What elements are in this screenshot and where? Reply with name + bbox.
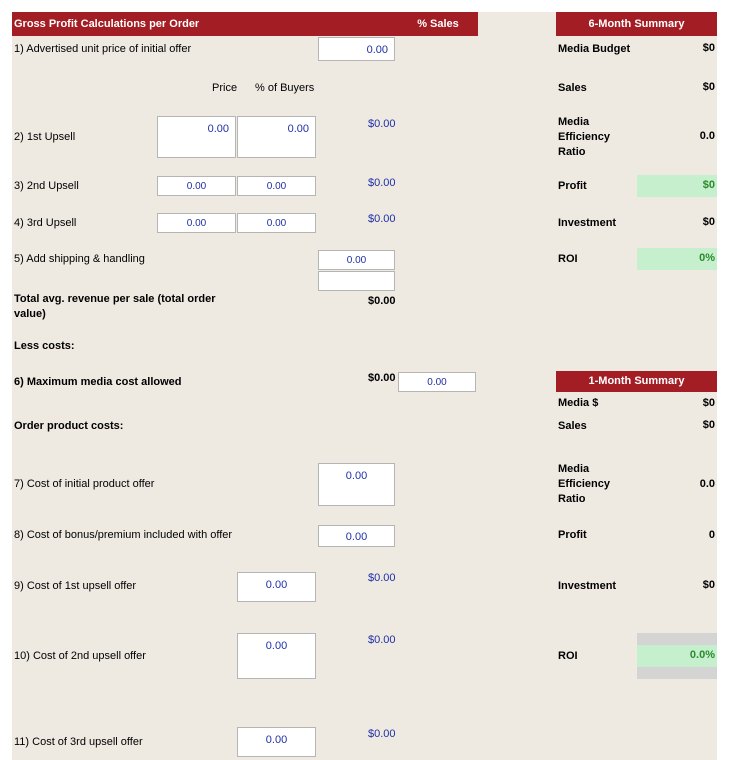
one-mer-label: Media Efficiency Ratio xyxy=(558,463,610,505)
bonus-cost-input[interactable]: 0.00 xyxy=(318,525,395,547)
row8-label: 8) Cost of bonus/premium included with offer xyxy=(14,529,233,541)
max-media-pct-input[interactable]: 0.00 xyxy=(398,372,476,392)
six-roi-label: ROI xyxy=(558,253,578,265)
upsell1-buyers-input[interactable]: 0.00 xyxy=(237,116,316,158)
shipping-input-2[interactable] xyxy=(318,271,395,291)
price-col-label: Price xyxy=(212,82,238,94)
total-revenue-value: $0.00 xyxy=(368,295,396,307)
one-investment-value: $0 xyxy=(702,579,715,591)
six-media-budget-label: Media Budget xyxy=(558,43,631,55)
row2-label: 2) 1st Upsell xyxy=(14,131,76,143)
one-mer-value: 0.0 xyxy=(699,478,715,490)
order-costs-heading: Order product costs: xyxy=(14,420,124,432)
header-title: Gross Profit Calculations per Order xyxy=(12,12,478,36)
upsell3-cost-input[interactable]: 0.00 xyxy=(237,727,316,757)
header-sales: % Sales xyxy=(417,18,459,30)
one-investment-label: Investment xyxy=(558,580,617,592)
one-sales-value: $0 xyxy=(702,419,715,431)
sales-panel xyxy=(478,12,556,760)
upsell3-price-input[interactable]: 0.00 xyxy=(157,213,236,233)
upsell2-cost-total: $0.00 xyxy=(368,634,396,646)
one-roi-label: ROI xyxy=(558,650,578,662)
upsell1-total: $0.00 xyxy=(368,118,396,130)
one-sales-label: Sales xyxy=(558,420,587,432)
row5-label: 5) Add shipping & handling xyxy=(14,253,145,265)
advertised-price-input[interactable]: 0.00 xyxy=(318,37,395,61)
six-investment-value: $0 xyxy=(702,216,715,228)
one-roi-value: 0.0% xyxy=(689,649,715,661)
upsell2-total: $0.00 xyxy=(368,177,396,189)
six-sales-label: Sales xyxy=(558,82,587,94)
six-profit-label: Profit xyxy=(558,180,587,192)
upsell1-cost-input[interactable]: 0.00 xyxy=(237,572,316,602)
header-one-month: 1-Month Summary xyxy=(556,371,717,392)
six-media-budget-value: $0 xyxy=(702,42,715,54)
row3-label: 3) 2nd Upsell xyxy=(14,180,79,192)
row9-label: 9) Cost of 1st upsell offer xyxy=(14,580,137,592)
row4-label: 4) 3rd Upsell xyxy=(14,217,77,229)
one-media-value: $0 xyxy=(702,397,715,409)
six-profit-value: $0 xyxy=(702,179,715,191)
upsell2-cost-input[interactable]: 0.00 xyxy=(237,633,316,679)
upsell3-total: $0.00 xyxy=(368,213,396,225)
upsell1-price-input[interactable]: 0.00 xyxy=(157,116,236,158)
row11-label: 11) Cost of 3rd upsell offer xyxy=(14,736,143,748)
total-revenue-label: Total avg. revenue per sale (total order value) xyxy=(14,293,216,320)
upsell2-price-input[interactable]: 0.00 xyxy=(157,176,236,196)
six-mer-value: 0.0 xyxy=(699,130,715,142)
upsell3-cost-total: $0.00 xyxy=(368,728,396,740)
shipping-input[interactable]: 0.00 xyxy=(318,250,395,270)
buyers-col-label: % of Buyers xyxy=(255,82,315,94)
less-costs-heading: Less costs: xyxy=(14,340,75,352)
row10-label: 10) Cost of 2nd upsell offer xyxy=(14,650,146,662)
row6-label: 6) Maximum media cost allowed xyxy=(14,376,182,388)
one-profit-value: 0 xyxy=(708,529,715,541)
one-media-label: Media $ xyxy=(558,397,599,409)
initial-cost-input[interactable]: 0.00 xyxy=(318,463,395,506)
upsell1-cost-total: $0.00 xyxy=(368,572,396,584)
six-investment-label: Investment xyxy=(558,217,617,229)
header-six-month: 6-Month Summary xyxy=(556,12,717,36)
six-sales-value: $0 xyxy=(702,81,715,93)
row7-label: 7) Cost of initial product offer xyxy=(14,478,155,490)
max-media-value: $0.00 xyxy=(368,372,396,384)
six-roi-value: 0% xyxy=(699,252,715,264)
upsell3-buyers-input[interactable]: 0.00 xyxy=(237,213,316,233)
upsell2-buyers-input[interactable]: 0.00 xyxy=(237,176,316,196)
one-profit-label: Profit xyxy=(558,529,587,541)
six-mer-label: Media Efficiency Ratio xyxy=(558,116,610,158)
row1-label: 1) Advertised unit price of initial offer xyxy=(14,43,192,55)
